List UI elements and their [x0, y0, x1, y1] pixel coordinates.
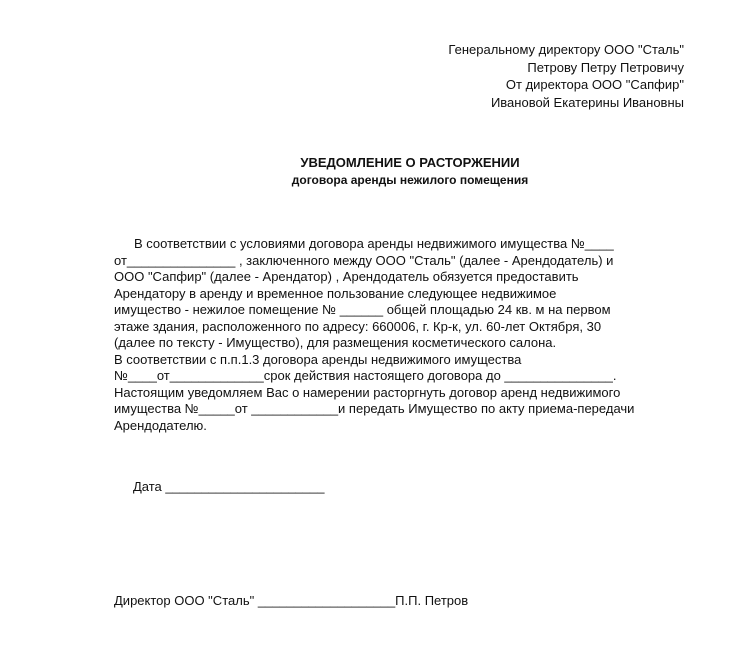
document-subtitle: договора аренды нежилого помещения: [291, 173, 529, 187]
body-line: В соответствии с п.п.1.3 договора аренды недвижимого имущества: [114, 351, 522, 367]
body-line: имущество - нежилое помещение № ______ общей площадью 24 кв. м на первом: [114, 302, 611, 317]
date-label: Дата: [133, 479, 162, 494]
document-body: [114, 236, 694, 434]
body-line: (далее по тексту - Имущество), для размещения косметического салона.: [114, 335, 557, 350]
addressee-line: От директора ООО "Сапфир": [505, 77, 684, 92]
body-line: Арендатору в аренду и временное пользование следующее недвижимое: [114, 285, 557, 301]
addressee-line: Петрову Петру Петровичу: [527, 59, 684, 75]
signature-line: Директор ООО "Сталь" ___________________П.П. Петров: [114, 593, 469, 608]
body-line: Настоящим уведомляем Вас о намерении расторгнуть договор аренд недвижимого: [114, 384, 621, 400]
document-title-block: [0, 154, 736, 188]
document-title: УВЕДОМЛЕНИЕ О РАСТОРЖЕНИИ: [300, 155, 520, 170]
addressee-line: Генеральному директору ООО "Сталь": [448, 42, 684, 57]
body-line: В соответствии с условиями договора аренды недвижимого имущества №____: [134, 236, 614, 251]
body-line: имущества №_____от ____________и передать Имущество по акту приема-передачи: [114, 401, 635, 416]
body-line: Арендодателю.: [114, 417, 207, 433]
date-line: [133, 479, 324, 494]
body-line: этаже здания, расположенного по адресу: 660006, г. Кр-к, ул. 60-лет Октября, 30: [114, 318, 602, 334]
body-line: ООО "Сапфир" (далее - Арендатор) , Арендодатель обязуется предоставить: [114, 269, 579, 284]
body-line: №____от_____________срок действия настоящего договора до _______________.: [114, 368, 617, 383]
addressee-line: Ивановой Екатерины Ивановны: [490, 94, 684, 110]
date-blank: ______________________: [165, 479, 325, 494]
body-line: от_______________ , заключенного между ООО "Сталь" (далее - Арендодатель) и: [114, 252, 614, 268]
addressee-block: [448, 41, 684, 111]
